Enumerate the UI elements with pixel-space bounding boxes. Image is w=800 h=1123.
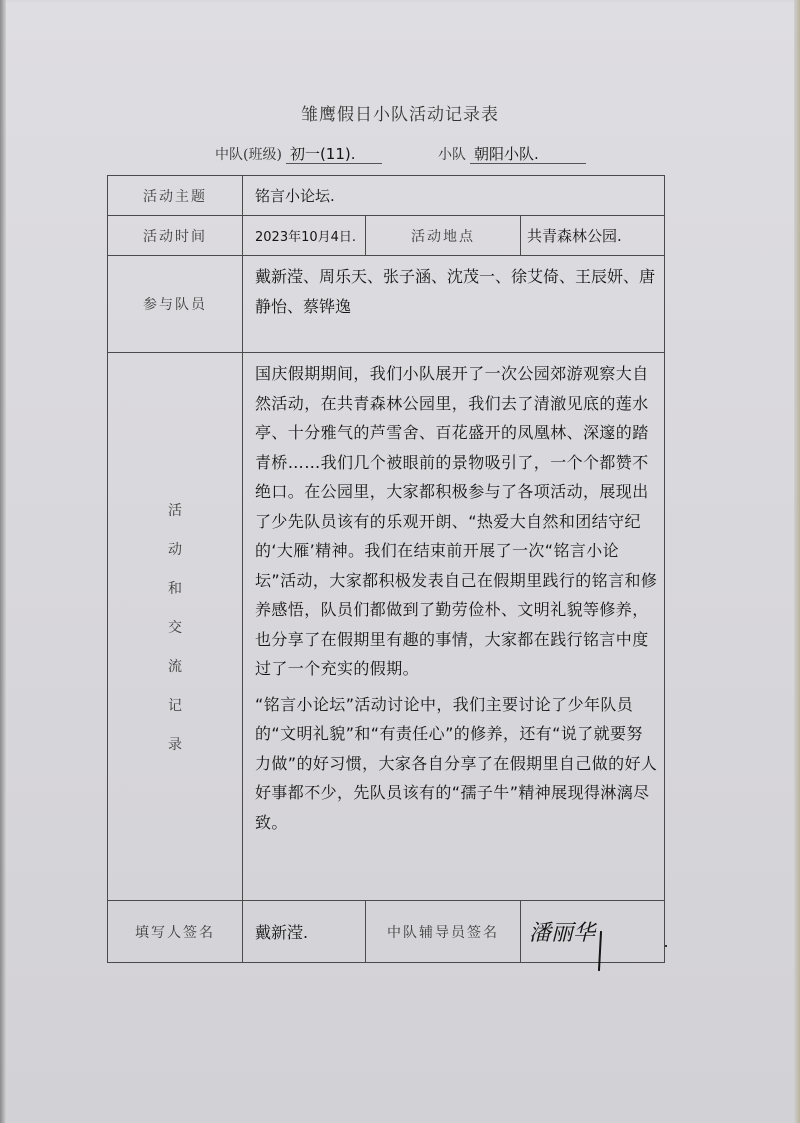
squad-class-label: 中队(班级) <box>215 147 282 163</box>
time-value: 2023年10月4日. <box>243 216 366 256</box>
ink-dot <box>665 945 667 947</box>
team-value: 朝阳小队. <box>470 145 586 164</box>
paper-edge-left <box>0 0 6 1123</box>
place-value: 共青森林公园. <box>521 216 665 256</box>
theme-label: 活动主题 <box>108 176 243 216</box>
document-title: 雏鹰假日小队活动记录表 <box>301 105 499 125</box>
members-label: 参与队员 <box>108 256 243 353</box>
record-label-char: 和 <box>168 580 182 597</box>
theme-value: 铭言小论坛. <box>243 176 665 216</box>
record-row <box>108 353 665 901</box>
activity-record-table <box>107 175 665 963</box>
record-content <box>243 353 665 901</box>
advisor-signature-cell <box>521 901 665 963</box>
squad-class-value: 初一(11). <box>286 145 382 164</box>
signature-row <box>108 901 665 963</box>
time-label: 活动时间 <box>108 216 243 256</box>
record-paragraph: 国庆假期期间，我们小队展开了一次公园郊游观察大自然活动，在共青森林公园里，我们去了清澈见底的莲水亭、十分雅气的芦雪舍、百花盛开的凤凰林、深邃的踏青桥……我们几个被眼前的景物吸引了，一个个都赞不绝口。在公园里，大家都积极参与了各项活动，展现出了少先队员该有的乐观开朗、“热爱大自然和团结守纪的‘大雁’精神。我们在结束前开展了一次“铭言小论坛”活动，大家都积极发表自己在假期里践行的铭言和修养感悟，队员们都做到了勤劳俭朴、文明礼貌等修养，也分享了在假期里有趣的事情，大家都在践行铭言中度过了一个充实的假期。 <box>255 364 658 678</box>
record-label-char: 活 <box>168 502 182 519</box>
members-row <box>108 256 665 353</box>
record-label-char: 录 <box>168 736 182 753</box>
team-field <box>438 144 586 164</box>
place-label: 活动地点 <box>366 216 521 256</box>
writer-signature: 戴新滢. <box>243 901 366 963</box>
record-label <box>108 500 242 754</box>
team-label: 小队 <box>438 147 466 163</box>
advisor-signature-label: 中队辅导员签名 <box>366 901 521 963</box>
record-paragraph: “铭言小论坛”活动讨论中，我们主要讨论了少年队员的“文明礼貌”和“有责任心”的修养，还有“说了就要努力做”的好习惯，大家各自分享了在假期里自己做的好人好事都不少，先队员该有的“孺子牛”精神展现得淋漓尽致。 <box>255 694 658 832</box>
members-value: 戴新滢、周乐天、张子涵、沈茂一、徐艾倚、王辰妍、唐静怡、蔡铧逸 <box>243 256 665 353</box>
record-label-char: 记 <box>168 697 182 714</box>
record-label-char: 动 <box>168 541 182 558</box>
writer-signature-label: 填写人签名 <box>108 901 243 963</box>
record-label-cell <box>108 353 243 901</box>
advisor-signature: 潘丽华 <box>529 921 596 946</box>
time-place-row <box>108 216 665 256</box>
paper-edge-right <box>794 0 800 1123</box>
squad-class-field <box>215 144 382 164</box>
record-label-char: 流 <box>168 658 182 675</box>
theme-row <box>108 176 665 216</box>
record-label-char: 交 <box>168 619 182 636</box>
